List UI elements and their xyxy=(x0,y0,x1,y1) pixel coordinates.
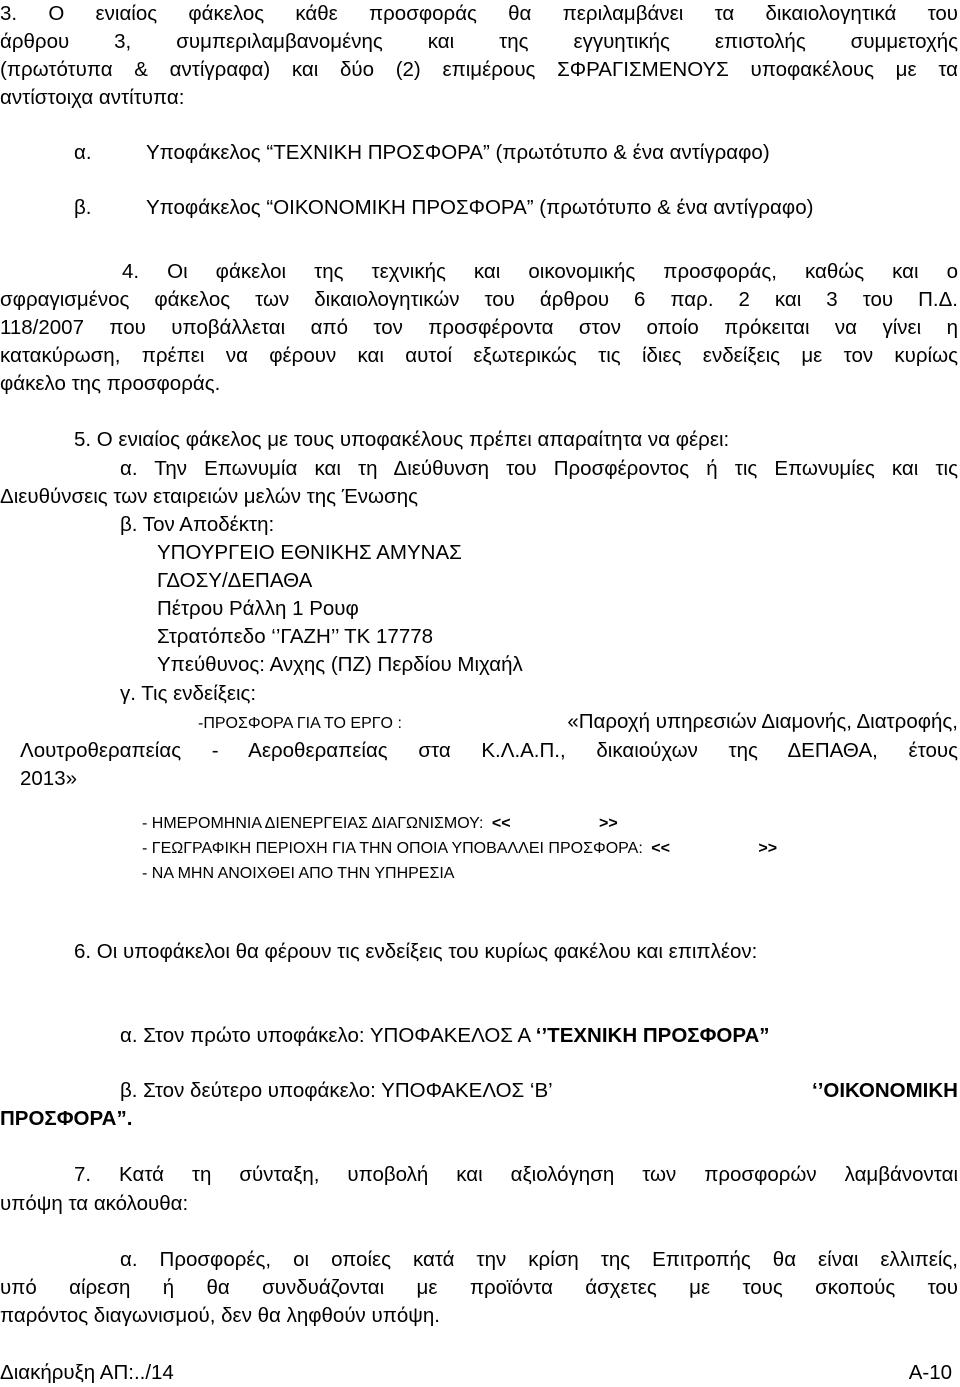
section4-line1: 4. Οι φάκελοι της τεχνικής και οικονομικής προσφοράς, καθώς και ο xyxy=(122,260,958,283)
section4-line5: φάκελο της προσφοράς. xyxy=(0,372,221,395)
recipient-address: Πέτρου Ράλλη 1 Ρουφ xyxy=(157,597,359,620)
section6-item-a xyxy=(120,1022,770,1050)
dash-item-region-open: << xyxy=(651,840,670,857)
recipient-camp: Στρατόπεδο ‘’ΓΑΖΗ’’ ΤΚ 17778 xyxy=(157,625,434,648)
section7-a-line2: υπό αίρεση ή θα συνδυάζονται με προϊόντα άσχετες με τους σκοπούς του xyxy=(0,1276,958,1299)
section6-item-a-bold: ‘’ΤΕΧΝΙΚΗ ΠΡΟΣΦΟΡΑ” xyxy=(535,1024,770,1047)
dash-item-region-close: >> xyxy=(758,840,778,857)
section5-heading: 5. Ο ενιαίος φάκελος με τους υποφακέλους πρέπει απαραίτητα να φέρει: xyxy=(74,428,730,451)
recipient-ministry: ΥΠΟΥΡΓΕΙΟ ΕΘΝΙΚΗΣ ΑΜΥΝΑΣ xyxy=(157,541,462,564)
indication-line1 xyxy=(198,708,958,738)
section4-line4: κατακύρωση, πρέπει να φέρουν και αυτοί εξωτερικώς τις ίδιες ενδείξεις με τον κυρίως xyxy=(0,344,958,367)
section6-item-a-prefix: α. Στον πρώτο υποφάκελο: ΥΠΟΦΑΚΕΛΟΣ Α xyxy=(120,1024,531,1047)
section3-line2: άρθρου 3, συμπεριλαμβανομένης και της εγγυητικής επιστολής συμμετοχής xyxy=(0,30,958,53)
section5-b-heading: β. Τον Αποδέκτη: xyxy=(120,513,275,536)
section6-heading: 6. Οι υποφάκελοι θα φέρουν τις ενδείξεις του κυρίως φακέλου και επιπλέον: xyxy=(74,940,758,963)
dash-item-date-close: >> xyxy=(599,815,618,832)
footer-document-ref: Διακήρυξη ΑΠ:../14 xyxy=(0,1361,174,1384)
section5-a-line1: α. Την Επωνυμία και τη Διεύθυνση του Προσφέροντος ή τις Επωνυμίες και τις xyxy=(120,457,958,480)
recipient-responsible: Υπεύθυνος: Ανχης (ΠΖ) Περδίου Μιχαήλ xyxy=(157,653,523,676)
section6-item-b-bold: ‘’ΟΙΚΟΝΟΜΙΚΗ xyxy=(812,1079,958,1102)
section3-line4: αντίστοιχα αντίτυπα: xyxy=(0,86,185,109)
section3-item-b-text: Υποφάκελος “ΟΙΚΟΝΟΜΙΚΗ ΠΡΟΣΦΟΡΑ” (πρωτότυπο & ένα αντίγραφο) xyxy=(146,196,814,219)
dash-item-date-open: << xyxy=(491,815,511,832)
section6-item-b xyxy=(120,1077,958,1105)
dash-item-region xyxy=(142,837,777,861)
section7-line2: υπόψη τα ακόλουθα: xyxy=(0,1192,189,1215)
footer-page-number: Α-10 xyxy=(908,1361,952,1384)
section7-line1: 7. Κατά τη σύνταξη, υποβολή και αξιολόγηση των προσφορών λαμβάνονται xyxy=(74,1163,958,1186)
section3-item-a-marker: α. xyxy=(74,141,92,164)
section6-item-b-prefix: β. Στον δεύτερο υποφάκελο: ΥΠΟΦΑΚΕΛΟΣ ‘Β’ xyxy=(120,1079,553,1102)
section7-a-line3: παρόντος διαγωνισμού, δεν θα ληφθούν υπόψη. xyxy=(0,1304,440,1327)
indication-line2: Λουτροθεραπείας - Αεροθεραπείας στα Κ.Λ.Α.Π., δικαιούχων της ΔΕΠΑΘΑ, έτους xyxy=(20,739,958,762)
section3-line3: (πρωτότυπα & αντίγραφα) και δύο (2) επιμέρους ΣΦΡΑΓΙΣΜΕΝΟΥΣ υποφακέλους με τα xyxy=(0,58,958,81)
recipient-department: ΓΔΟΣΥ/ΔΕΠΑΘΑ xyxy=(157,569,313,592)
dash-item-region-label: - ΓΕΩΓΡΑΦΙΚΗ ΠΕΡΙΟΧΗ ΓΙΑ ΤΗΝ ΟΠΟΙΑ ΥΠΟΒΑΛΛΕΙ ΠΡΟΣΦΟΡΑ: xyxy=(142,840,643,857)
dash-item-date xyxy=(142,812,618,836)
dash-item-do-not-open: - ΝΑ ΜΗΝ ΑΝΟΙΧΘΕΙ ΑΠΟ ΤΗΝ ΥΠΗΡΕΣΙΑ xyxy=(142,865,455,882)
indication-title-start: «Παροχή υπηρεσιών Διαμονής, Διατροφής, xyxy=(567,710,958,733)
indication-line3: 2013» xyxy=(20,767,78,790)
section3-line1: 3. Ο ενιαίος φάκελος κάθε προσφοράς θα περιλαμβάνει τα δικαιολογητικά του xyxy=(0,2,958,25)
dash-item-date-label: - ΗΜΕΡΟΜΗΝΙΑ ΔΙΕΝΕΡΓΕΙΑΣ ΔΙΑΓΩΝΙΣΜΟΥ: xyxy=(142,815,484,832)
section7-a-line1: α. Προσφορές, οι οποίες κατά την κρίση της Επιτροπής θα είναι ελλιπείς, xyxy=(120,1248,958,1271)
section3-item-b-marker: β. xyxy=(74,196,92,219)
section3-item-a-text: Υποφάκελος “ΤΕΧΝΙΚΗ ΠΡΟΣΦΟΡΑ” (πρωτότυπο & ένα αντίγραφο) xyxy=(146,141,770,164)
section6-item-b-bold-cont: ΠΡΟΣΦΟΡΑ”. xyxy=(0,1107,133,1130)
section4-line2: σφραγισμένος φάκελος των δικαιολογητικών του άρθρου 6 παρ. 2 και 3 του Π.Δ. xyxy=(0,288,958,311)
section5-a-line2: Διευθύνσεις των εταιρειών μελών της Ένωσης xyxy=(0,485,418,508)
section4-line3: 118/2007 που υποβάλλεται από τον προσφέροντα στον οποίο πρόκειται να γίνει η xyxy=(0,316,958,339)
indication-prefix: -ΠΡΟΣΦΟΡΑ ΓΙΑ ΤΟ ΕΡΓΟ : xyxy=(198,715,402,732)
section5-g-heading: γ. Τις ενδείξεις: xyxy=(120,682,257,705)
